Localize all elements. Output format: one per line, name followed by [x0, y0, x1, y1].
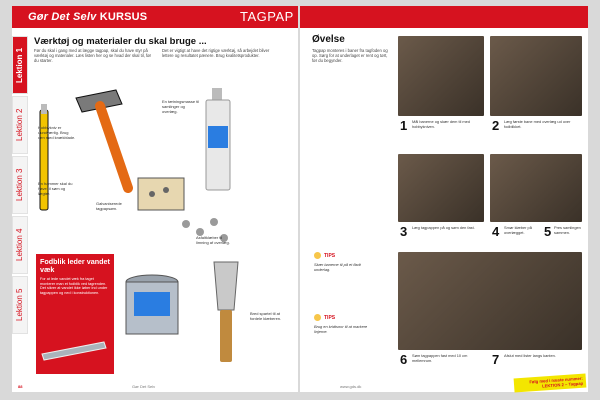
tips-label-1: TIPS [324, 253, 336, 259]
tab-lektion-3[interactable]: Lektion 3 [12, 156, 28, 214]
page-number: 88 [18, 384, 23, 389]
page-title: Værktøj og materialer du skal bruge ... [34, 36, 207, 47]
adhesive-can-icon [122, 272, 184, 344]
drip-edge-icon [40, 336, 110, 366]
left-page [12, 6, 298, 392]
step-text: Læg tagpappen på og søm den fast. [412, 225, 475, 230]
section-title: TAGPAP [240, 9, 294, 24]
callout-nails: Galvaniserede tagpapsøm. [96, 201, 122, 211]
callout-sealant: En tætningsmasse til samlinger og overlæg. [162, 99, 200, 114]
photo-step-2 [490, 36, 582, 116]
photo-step-3 [398, 154, 484, 222]
right-footer: www.gds.dk [340, 384, 362, 389]
step-text: Afslut med lister langs kanten. [504, 353, 556, 358]
header-bar-right [300, 6, 588, 28]
tab-lektion-4[interactable]: Lektion 4 [12, 216, 28, 274]
putty-knife-icon [208, 256, 248, 368]
step-number: 7 [492, 352, 500, 367]
tips-label-2: TIPS [324, 315, 336, 321]
step-text: Smør klæber på overlægget. [504, 225, 532, 235]
hammer-icon [70, 84, 136, 196]
callout-adhesive: Asfaltklæber til limning af overlæg. [196, 235, 230, 245]
step-number: 1 [400, 118, 408, 133]
step-number: 6 [400, 352, 408, 367]
lesson-tabs [12, 36, 26, 336]
tips-text-2: Brug en kridtsnor til at markere linjerne. [314, 324, 368, 334]
photo-step-4 [490, 154, 582, 222]
brand-logo: Gør Det Selv KURSUS [28, 11, 148, 23]
callout-putty: Bred spartel til at fordele klæberen. [250, 311, 282, 321]
step-text: Læg første bane med overlæg ud over fodblikket. [504, 119, 571, 129]
next-issue-note: Følg med i næste nummer: LEKTION 2 – Tagpap [514, 374, 587, 393]
fodblik-text: For at lede vandet væk fra taget monterer man et fodblik ved tagrenden. Det sikrer at vandet ikke løber ind under tagpappen og ned i konstruktionen. [40, 277, 108, 296]
tips-text-1: Skær banerne til på et fladt underlag. [314, 262, 361, 272]
fodblik-title: Fodblik leder vandet væk [40, 257, 110, 274]
step-text: Pres samlingen sammen. [554, 225, 581, 235]
step-number: 4 [492, 224, 500, 239]
tab-lektion-5[interactable]: Lektion 5 [12, 276, 28, 334]
exercise-title: Øvelse [312, 34, 345, 45]
step-number: 2 [492, 118, 500, 133]
sealant-tube-icon [200, 86, 236, 194]
intro-text-1: Før du skal i gang med at lægge tagpap, skal du have styr på værktøj og materialer. Læs listen her og se hvad der skal til, før du starter. [34, 48, 152, 64]
step-number: 5 [544, 224, 552, 239]
exercise-intro: Tagpap monteres i baner fra tagfoden og op. Sørg for at underlaget er rent og tørt, før du begynder. [312, 48, 388, 64]
photo-step-6 [398, 252, 582, 350]
utility-knife-icon [34, 104, 54, 216]
tab-lektion-2[interactable]: Lektion 2 [12, 96, 28, 154]
callout-hammer: En hammer skal du have til søm og lægter. [38, 181, 73, 196]
nails-box-icon [134, 168, 194, 218]
callout-knife: Hobbykniv er uundværlig. Brug den med knækblade. [38, 125, 76, 140]
left-footer: Gør Det Selv [132, 384, 156, 389]
tab-lektion-1[interactable]: Lektion 1 [12, 36, 28, 94]
step-number: 3 [400, 224, 408, 239]
lightbulb-icon [314, 314, 321, 321]
step-text: Søm tagpappen fast med 10 cm mellemrum. [412, 353, 468, 363]
lightbulb-icon [314, 252, 321, 259]
photo-step-1 [398, 36, 484, 116]
step-text: Mål banerne og skær dem til med hobbykniven. [412, 119, 470, 129]
intro-text-2: Det er vigtigt at have det rigtige værktøj, så arbejdet bliver lettere og resultatet pænere. Brug kvalitetsprodukter. [162, 48, 270, 59]
